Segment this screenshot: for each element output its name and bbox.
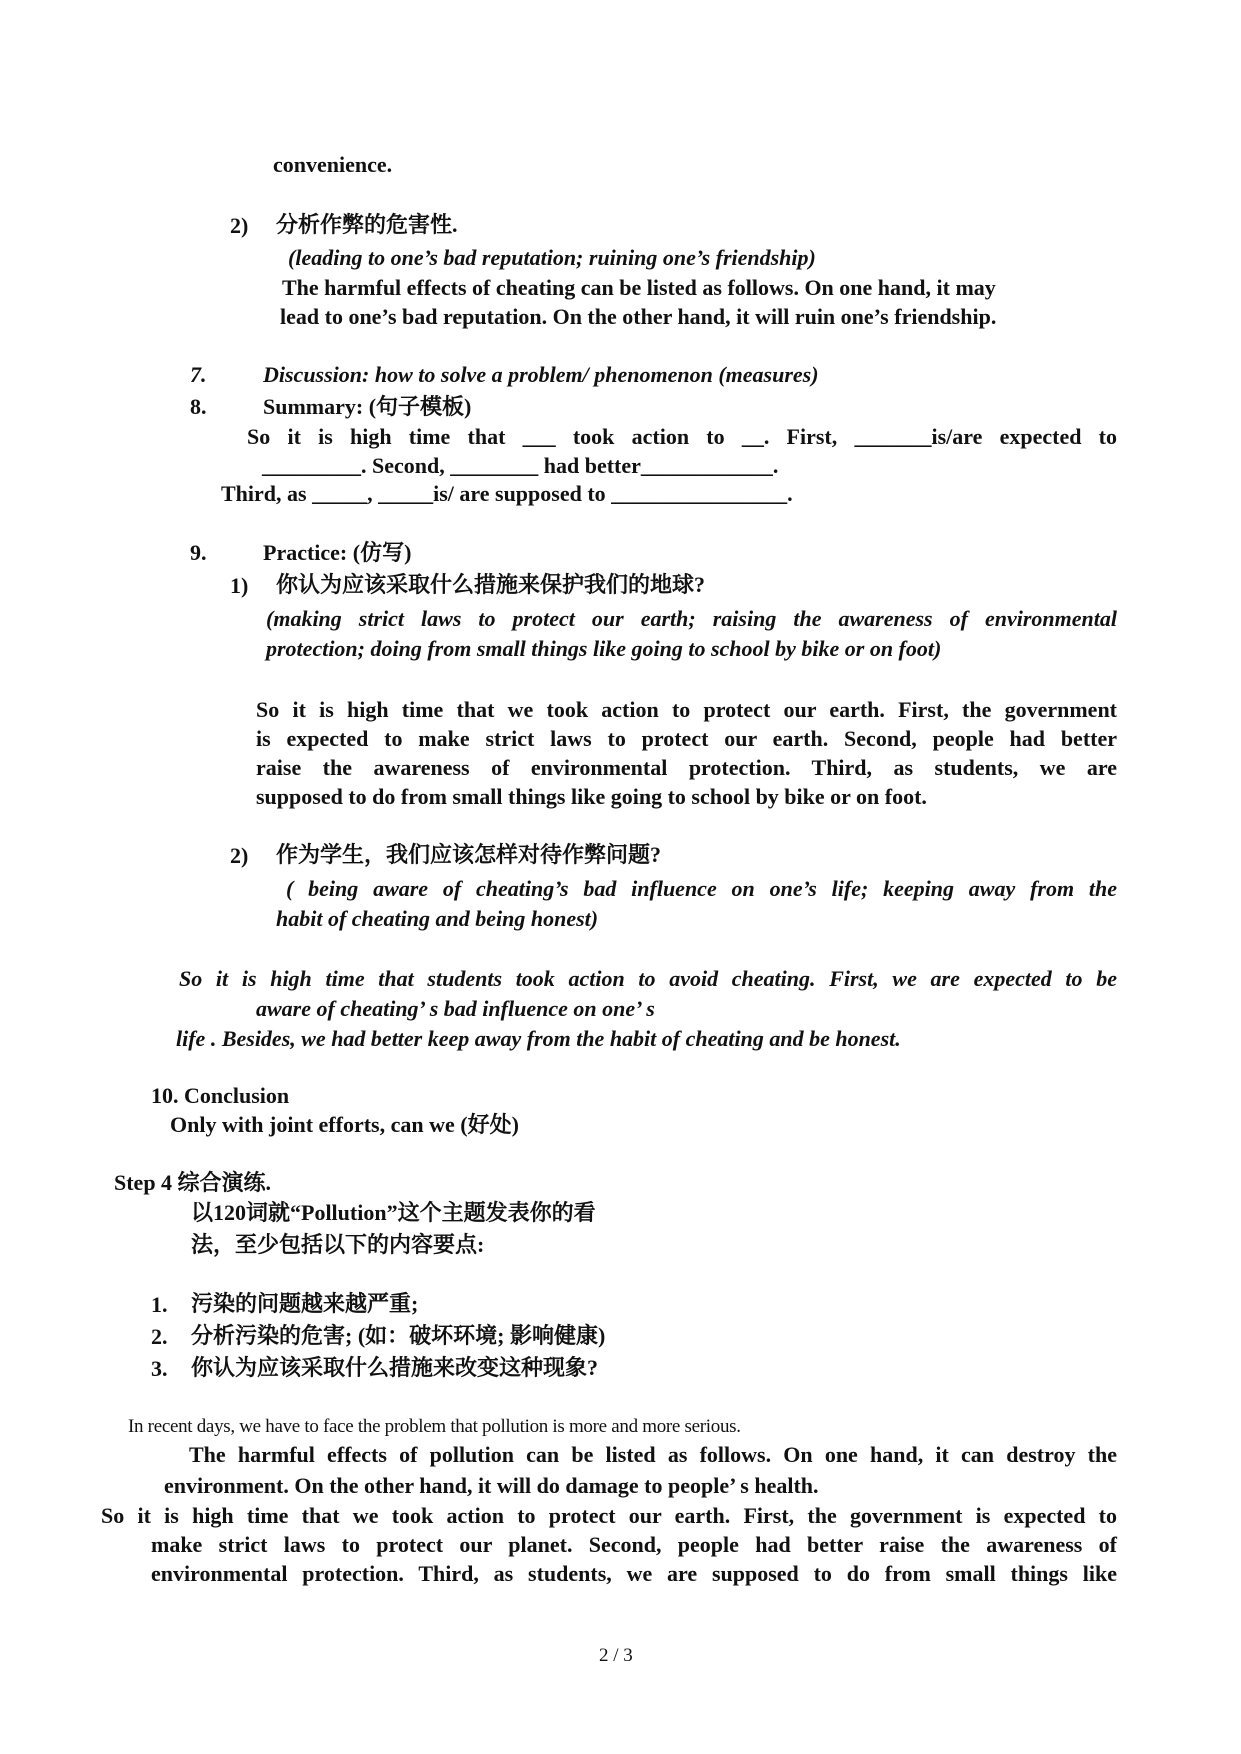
text-line: 作为学生，我们应该怎样对待作弊问题? [276, 842, 662, 867]
text-line: In recent days, we have to face the problem that pollution is more and more serious. [128, 1416, 741, 1437]
list-number: 1) [230, 573, 249, 598]
section-heading: Summary: (句子模板) [263, 394, 472, 419]
text-line: Third, as _____, _____is/ are supposed to ________________. [221, 481, 793, 506]
hint-line: ( being aware of cheating’s bad influence on one’s life; keeping away from the [286, 876, 1117, 901]
section-heading: Practice: (仿写) [263, 540, 412, 565]
list-number: 3. [151, 1356, 168, 1381]
text-line: 分析作弊的危害性. [276, 212, 458, 237]
hint-line: (making strict laws to protect our earth; raising the awareness of environmental [266, 606, 1117, 631]
section-heading: 10. Conclusion [151, 1083, 290, 1108]
list-item: 分析污染的危害; (如：破坏环境; 影响健康) [191, 1323, 606, 1348]
list-item: 污染的问题越来越严重; [191, 1291, 419, 1316]
text-line: lead to one’s bad reputation. On the other hand, it will ruin one’s friendship. [280, 304, 997, 329]
text-line: raise the awareness of environmental protection. Third, as students, we are [256, 755, 1117, 780]
text-line: _________. Second, ________ had better____________. [262, 453, 779, 478]
text-line: is expected to make strict laws to protect our earth. Second, people had better [256, 726, 1117, 751]
list-number: 7. [190, 362, 207, 387]
text-line: convenience. [273, 152, 393, 177]
list-item: 你认为应该采取什么措施来改变这种现象? [191, 1355, 599, 1380]
list-number: 2. [151, 1324, 168, 1349]
text-line: So it is high time that we took action to protect our earth. First, the government [256, 697, 1117, 722]
list-number: 9. [190, 540, 207, 565]
text-line: So it is high time that ___ took action to __. First, _______is/are expected to [247, 424, 1117, 449]
text-line: So it is high time that students took action to avoid cheating. First, we are expected to be [179, 966, 1117, 991]
text-line: 法，至少包括以下的内容要点: [191, 1232, 485, 1257]
text-line: 你认为应该采取什么措施来保护我们的地球? [276, 572, 706, 597]
text-line: Only with joint efforts, can we (好处) [170, 1112, 519, 1137]
text-line: aware of cheating’ s bad influence on one’ s [256, 996, 655, 1021]
text-line: supposed to do from small things like going to school by bike or on foot. [256, 784, 927, 809]
text-line: make strict laws to protect our planet. Second, people had better raise the awareness of [151, 1532, 1117, 1557]
hint-line: habit of cheating and being honest) [276, 906, 599, 931]
text-line: The harmful effects of cheating can be listed as follows. On one hand, it may [282, 275, 996, 300]
section-heading: Step 4 综合演练. [114, 1170, 272, 1195]
text-line: environment. On the other hand, it will do damage to people’ s health. [164, 1473, 819, 1498]
list-number: 2) [230, 213, 249, 238]
list-number: 8. [190, 394, 207, 419]
text-line: life . Besides, we had better keep away from the habit of cheating and be honest. [176, 1026, 901, 1051]
page-number: 2 / 3 [599, 1645, 633, 1666]
list-number: 2) [230, 843, 249, 868]
list-number: 1. [151, 1292, 168, 1317]
text-line: So it is high time that we took action to protect our earth. First, the government is expected to [101, 1503, 1117, 1528]
hint-line: protection; doing from small things like going to school by bike or on foot) [266, 636, 942, 661]
text-line: 以120词就“Pollution”这个主题发表你的看 [191, 1200, 596, 1225]
hint-line: (leading to one’s bad reputation; ruining one’s friendship) [288, 245, 816, 270]
section-heading: Discussion: how to solve a problem/ phenomenon (measures) [263, 362, 819, 387]
text-line: The harmful effects of pollution can be listed as follows. On one hand, it can destroy the [189, 1442, 1117, 1467]
text-line: environmental protection. Third, as students, we are supposed to do from small things like [151, 1561, 1117, 1586]
